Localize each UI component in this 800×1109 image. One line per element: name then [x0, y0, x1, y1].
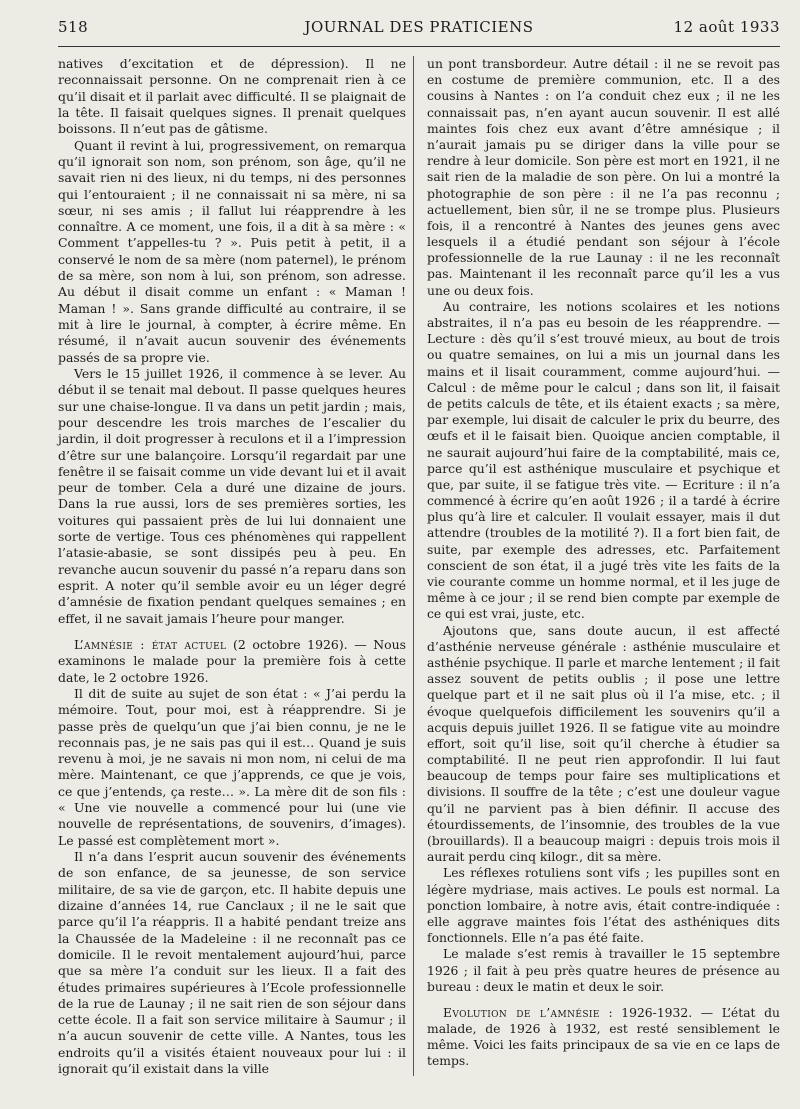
journal-title: JOURNAL DES PRATICIENS [304, 18, 534, 36]
paragraph: Ajoutons que, sans doute aucun, il est affecté d’asthénie nerveuse générale : asthénie musculaire et asthénie psychique. Il parle et marche lentement ; il fait assez souvent de petits oublis ; il pose une lettre quelque part et il ne sait plus où il l’a mise, etc. ; il évoque quelquefois difficilement les souvenirs qu’il a acquis depuis juillet 1926. Il se fatigue vite au moindre effort, soit qu’il lise, soit qu’il cherche à étudier sa comptabilité. Il ne peut rien approfondir. Il lui faut beaucoup de temps pour faire ses multiplications et divisions. Il souffre de la tête ; c’est une douleur vague qu’il ne parvient pas à bien définir. Il accuse des étourdissements, de l’insomnie, des troubles de la vue (brouillards). Il a beaucoup maigri : depuis trois mois il aurait perdu cinq kilogr., dit sa mère. [427, 623, 780, 865]
paragraph: natives d’excitation et de dépression). Il ne reconnaissait personne. On ne comprenait rien à ce qu’il disait et il parlait avec difficulté. Il se plaignait de la tête. Il faisait quelques signes. Il prenait quelques boissons. Il n’eut pas de gâtisme. [58, 56, 406, 137]
paragraph: Il dit de suite au sujet de son état : « J’ai perdu la mémoire. Tout, pour moi, est à réapprendre. Si je passe près de quelqu’un que j’ai bien connu, je ne le reconnais pas, je ne sais pas qui il est… Quand je suis revenu à moi, je ne savais ni mon nom, ni celui de ma mère. Maintenant, ce que j’apprends, ce que je vois, ce que j’entends, ça reste… ». La mère dit de son fils : « Une vie nouvelle a commencé pour lui (une vie nouvelle de représentations, de souvenirs, d’images). Le passé est complètement mort ». [58, 685, 406, 848]
left-column [58, 56, 406, 1077]
paragraph: Le malade s’est remis à travailler le 15 septembre 1926 ; il fait à peu près quatre heures de présence au bureau : deux le matin et deux le soir. [427, 947, 780, 994]
section-text: (2 octobre 1926). — Nous examinons le malade pour la première fois à cette date, le 2 octobre 1926. [58, 636, 406, 685]
paragraph: Vers le 15 juillet 1926, il commence à se lever. Au début il se tenait mal debout. Il passe quelques heures sur une chaise-longue. Il va dans un petit jardin ; mais, pour descendre les trois marches de l’escalier du jardin, il doit progresser à reculons et il a l’impression d’être sur une balançoire. Lorsqu’il regardait par une fenêtre il se faisait comme un vide devant lui et il avait peur de tomber. Cela a duré une dizaine de jours. Dans la rue aussi, lors de ses premières sorties, les voitures qui passaient près de lui lui donnaient une sorte de vertige. Tous ces phénomènes qui rappellent l’atasie-abasie, se sont dissipés peu à peu. En revanche aucun souvenir du passé n’a reparu dans son esprit. A noter qu’il semble avoir eu un léger degré d’amnésie de fixation pendant quelques semaines ; en effet, il ne savait jamais l’heure pour manger. [58, 365, 406, 626]
section-heading: L’amnésie : état actuel [74, 636, 227, 652]
paragraph: un pont transbordeur. Autre détail : il ne se revoit pas en costume de première communion, etc. Il a des cousins à Nantes : on l’a conduit chez eux ; il ne les connaissait pas, n’en ayant aucun souvenir. Il est allé maintes fois chez eux avant d’être amnésique ; il n’aurait jamais pu se diriger dans la ville pour se rendre à leur domicile. Son père est mort en 1921, il ne sait rien de la maladie de son père. On lui a montré la photographie de son père : il ne l’a pas reconnu ; actuellement, bien sûr, il ne se trompe plus. Plusieurs fois, il a rencontré à Nantes des jeunes gens avec lesquels il a étudié pendant son séjour à l’école professionnelle de la rue Launay : il ne les reconnaît pas. Maintenant il les reconnaît parce qu’il les a vus une ou deux fois. [427, 57, 780, 298]
right-column [427, 56, 780, 1070]
issue-date: 12 août 1933 [673, 18, 780, 36]
page-header [58, 18, 780, 42]
section-text: : 1926-1932. — L’état du malade, de 1926 à 1932, est resté sensiblement le même. Voici les faits principaux de sa vie en ce laps de temps. [427, 1005, 780, 1069]
section-heading: Evolution de l’amnésie [443, 1005, 600, 1020]
section-paragraph [427, 1005, 780, 1070]
header-rule [58, 46, 780, 47]
paragraph: Au contraire, les notions scolaires et les notions abstraites, il n’a pas eu besoin de les réapprendre. — Lecture : dès qu’il s’est trouvé mieux, au bout de trois ou quatre semaines, on lui a mis un journal dans les mains et il lisait couramment, comme aujourd’hui. — Calcul : de même pour le calcul ; dans son lit, il faisait de petits calculs de tête, et ils étaient exacts ; sa mère, par exemple, lui disait de calculer le prix du beurre, des œufs et il le faisait bien. Quoique ancien comptable, il ne saurait aujourd’hui faire de la comptabilité, mais ce, parce qu’il est asthénique musculaire et psychique et que, par suite, il se fatigue très vite. — Ecriture : il n’a commencé à écrire qu’en août 1926 ; il a tardé à écrire plus qu’à lire et calculer. Il voulait essayer, mais il dut attendre (troubles de la motilité ?). Il a fort bien fait, de suite, par exemple des adresses, etc. Parfaitement conscient de son état, il a jugé très vite les faits de la vie courante comme un homme normal, et il les juge de même à ce jour ; il se rend bien compte par exemple de ce qui est vrai, juste, etc. [427, 299, 780, 622]
column-divider [413, 56, 414, 1076]
section-paragraph [58, 637, 406, 686]
page-number: 518 [58, 18, 89, 36]
paragraph: Il n’a dans l’esprit aucun souvenir des événements de son enfance, de sa jeunesse, de son service militaire, de sa vie de garçon, etc. Il habite depuis une dizaine d’années 14, rue Canclaux ; il ne le sait que parce qu’il l’a réappris. Il a habité pendant treize ans la Chaussée de la Madeleine : il ne reconnaît pas ce domicile. Il le revoit mentalement aujourd’hui, parce que sa mère l’a conduit sur les lieux. Il a fait des études primaires supérieures à l’Ecole professionnelle de la rue de Launay ; il ne sait rien de son séjour dans cette école. Il a fait son service militaire à Saumur ; il n’a aucun souvenir de cette ville. A Nantes, tous les endroits qu’il a visités étaient nouveaux pour lui : il ignorait qu’il existait dans la ville [58, 849, 406, 1077]
paragraph: Quant il revint à lui, progressivement, on remarqua qu’il ignorait son nom, son prénom, son âge, qu’il ne savait rien ni des lieux, ni du temps, ni des personnes qui l’entouraient ; il ne connaissait ni sa mère, ni sa sœur, ni ses amis ; il fallut lui réapprendre à les connaître. A ce moment, une fois, il a dit à sa mère : « Comment t’appelles-tu ? ». Puis petit à petit, il a conservé le nom de sa mère (nom paternel), le prénom de sa mère, son nom à lui, son prénom, son adresse. Au début il disait comme un enfant : « Maman ! Maman ! ». Sans grande difficulté au contraire, il se mit à lire le journal, à compter, à écrire même. En résumé, il n’avait aucun souvenir des événements passés de sa propre vie. [58, 137, 406, 365]
paragraph: Les réflexes rotuliens sont vifs ; les pupilles sont en légère mydriase, mais actives. Le pouls est normal. La ponction lombaire, à notre avis, était contre-indiquée : elle aggrave maintes fois l’état des asthéniques dits fonctionnels. Elle n’a pas été faite. [427, 866, 780, 946]
